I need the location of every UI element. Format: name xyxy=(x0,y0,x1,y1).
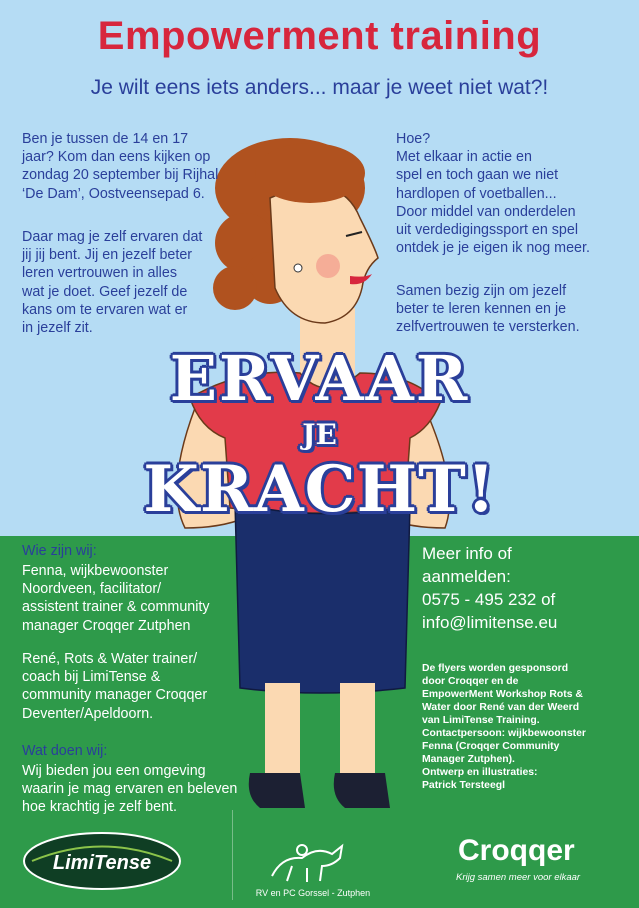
sponsor-text: De flyers worden gesponsord door Croqqer en de EmpowerMent Workshop Rots & Water door René van der Weerd van LimiTense Training. Contactpersoon: wijkbewoonster Fenna (Croqqer Community Manager Zutphen). Ontwerp en illustraties: Patrick Tersteegl xyxy=(422,663,586,791)
intro-text-left: Ben je tussen de 14 en 17 jaar? Kom dan eens kijken op zondag 20 september bij Rijhal ‘De Dam’, Oostveensepad 6. xyxy=(22,131,219,202)
limitense-logo-text: LimiTense xyxy=(52,852,152,874)
who-fenna: Fenna, wijkbewoonster Noordveen, facilitator/ assistent trainer & community manager Croqqer Zutphen xyxy=(22,563,210,634)
what-heading: Wat doen wij: xyxy=(22,743,108,759)
together-text-right: Samen bezig zijn om jezelf beter te leren kennen en je zelfvertrouwen te versterken. xyxy=(396,283,580,336)
croqqer-logo: Croqqer xyxy=(458,834,575,867)
rv-logo-text: RV en PC Gorssel - Zutphen xyxy=(255,888,371,898)
logo-divider xyxy=(232,810,233,900)
limitense-logo xyxy=(22,830,182,892)
contact-block: Meer info of aanmelden: 0575 - 495 232 of info@limitense.eu xyxy=(422,544,558,632)
experience-text-left: Daar mag je zelf ervaren dat jij jij bent. Jij en jezelf beter leren vertrouwen in alles wat je doet. Geef jezelf de kans om te ervaren wat er in jezelf zit. xyxy=(22,229,203,337)
page-title: Empowerment training xyxy=(97,14,542,58)
page-subtitle: Je wilt eens iets anders... maar je weet niet wat?! xyxy=(90,76,549,99)
horse-logo-icon xyxy=(262,836,352,886)
headline-ervaar: ERVAAR xyxy=(169,342,470,415)
headline-kracht: KRACHT! xyxy=(143,452,496,527)
contact-email[interactable]: info@limitense.eu xyxy=(422,613,558,632)
contact-phone: 0575 - 495 232 of xyxy=(422,590,556,609)
headline-je: JE xyxy=(302,418,337,451)
what-text: Wij bieden jou een omgeving waarin je mag ervaren en beleven hoe krachtig je zelf bent. xyxy=(22,763,238,816)
who-rene: René, Rots & Water trainer/ coach bij LimiTense & community manager Croqqer Deventer/Apeldoorn. xyxy=(22,651,208,722)
how-text-right: Hoe? Met elkaar in actie en spel en toch gaan we niet hardlopen of voetballen... Door middel van onderdelen uit verdedigingssport en spel ontdek je je eigen ik nog meer. xyxy=(396,131,590,257)
who-heading: Wie zijn wij: xyxy=(22,543,97,559)
croqqer-tagline: Krijg samen meer voor elkaar xyxy=(456,872,581,883)
